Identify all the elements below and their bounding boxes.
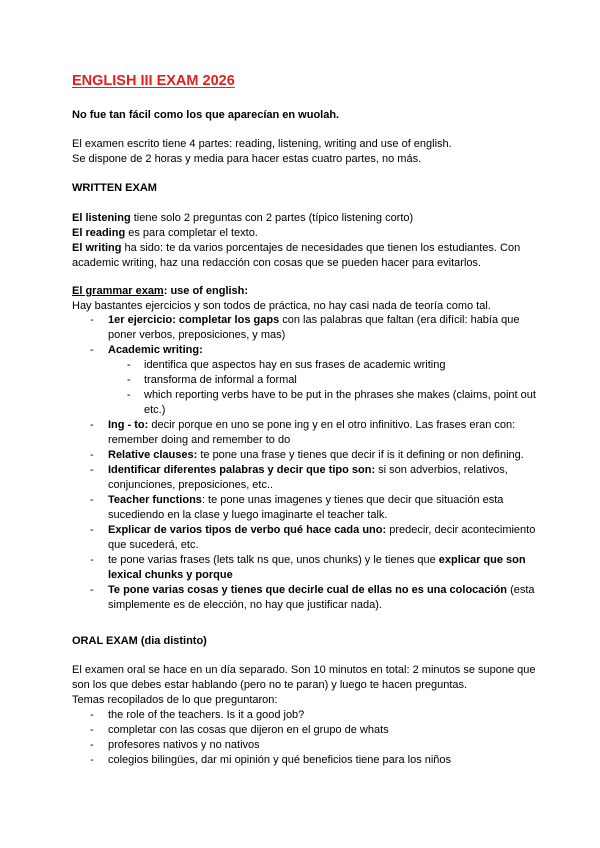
list-item: [72, 583, 538, 613]
item-label: Te pone varias cosas y tienes que decirle cual de ellas no es una colocación: [108, 584, 508, 596]
list-item: [72, 343, 538, 358]
list-item: [72, 553, 538, 583]
reading-label: El reading: [72, 227, 126, 239]
doc-subtitle: No fue tan fácil como los que aparecían en wuolah.: [72, 109, 340, 121]
grammar-list: [72, 313, 538, 613]
listening-line: [72, 211, 538, 226]
list-item: [72, 448, 538, 463]
grammar-heading-rest: : use of english:: [163, 285, 249, 297]
sub-list-item: [72, 358, 538, 373]
writing-label: El writing: [72, 242, 122, 254]
item-text: si son adverbios, relativos, conjunciones, preposiciones, etc..: [108, 464, 508, 491]
written-heading: WRITTEN EXAM: [72, 182, 157, 194]
reading-line: [72, 226, 538, 241]
item-label: 1er ejercicio: completar los gaps: [108, 314, 280, 326]
bullet-dash: -: [90, 344, 94, 356]
bullet-dash: -: [90, 494, 94, 506]
item-label: Academic writing:: [108, 344, 203, 356]
intro-paragraph: [72, 137, 538, 167]
item-text: predecir, decir acontecimiento que sucederá, etc.: [108, 524, 536, 551]
item-text: which reporting verbs have to be put in the phrases she makes (claims, point out etc.): [144, 389, 536, 416]
listening-label: El listening: [72, 212, 131, 224]
grammar-block: [72, 284, 538, 314]
item-text: : te pone unas imagenes y tienes que decir que situación esta sucediendo en la clase y luego imaginarte el teacher talk.: [108, 494, 504, 521]
bullet-dash: -: [90, 449, 94, 461]
list-item: [72, 418, 538, 448]
bullet-dash: -: [127, 389, 131, 401]
writing-line: [72, 241, 538, 271]
oral-desc: El examen oral se hace en un día separado. Son 10 minutos en total: 2 minutos se supone que son los que debes estar hablando (pero no te paran) y luego te hacen preguntas.: [72, 664, 536, 691]
bullet-dash: -: [90, 739, 94, 751]
item-label: Teacher functions: [108, 494, 202, 506]
sub-list-item: [72, 388, 538, 418]
item-text: transforma de informal a formal: [144, 374, 297, 386]
item-text: the role of the teachers. Is it a good job?: [108, 709, 305, 721]
item-text: con las palabras que faltan (era difícil: había que poner verbos, preposiciones, y mas): [108, 314, 520, 341]
bullet-dash: -: [90, 524, 94, 536]
oral-block: [72, 663, 538, 708]
item-text: te pone varias frases (lets talk ns que, unos chunks) y le tienes que: [108, 554, 439, 566]
grammar-heading-underlined: El grammar exam: [72, 285, 164, 297]
bullet-dash: -: [90, 724, 94, 736]
doc-title: ENGLISH III EXAM 2026: [72, 73, 235, 89]
item-text: colegios bilingües, dar mi opinión y qué beneficios tiene para los niños: [108, 754, 452, 766]
bullet-dash: -: [90, 314, 94, 326]
bullet-dash: -: [90, 584, 94, 596]
item-label: explicar que son lexical chunks y porque: [108, 554, 526, 581]
oral-heading: ORAL EXAM (dia distinto): [72, 635, 207, 647]
item-text: completar con las cosas que dijeron en el grupo de whats: [108, 724, 389, 736]
item-text: (esta simplemente es de elección, no hay que justificar nada).: [108, 584, 535, 611]
list-item: [72, 463, 538, 493]
bullet-dash: -: [90, 709, 94, 721]
list-item: [72, 723, 538, 738]
list-item: [72, 313, 538, 343]
item-label: Identificar diferentes palabras y decir que tipo son:: [108, 464, 376, 476]
item-label: Relative clauses:: [108, 449, 198, 461]
reading-text: es para completar el texto.: [125, 227, 258, 239]
item-label: Ing - to:: [108, 419, 149, 431]
written-parts: [72, 211, 538, 271]
oral-temas: Temas recopilados de lo que preguntaron:: [72, 694, 278, 706]
item-label: Explicar de varios tipos de verbo qué hace cada uno:: [108, 524, 387, 536]
list-item: [72, 708, 538, 723]
list-item: [72, 738, 538, 753]
item-text: identifica que aspectos hay en sus frases de academic writing: [144, 359, 446, 371]
intro-line: Se dispone de 2 horas y media para hacer estas cuatro partes, no más.: [72, 153, 422, 165]
writing-text: ha sido: te da varios porcentajes de necesidades que tienen los estudiantes. Con academic writing, haz una redacción con cosas que se pueden hacer para evitarlos.: [72, 242, 521, 269]
item-text: decir porque en uno se pone ing y en el otro infinitivo. Las frases eran con: remember doing and remember to do: [108, 419, 516, 446]
bullet-dash: -: [90, 464, 94, 476]
item-text: te pone una frase y tienes que decir if is it defining or non defining.: [197, 449, 524, 461]
bullet-dash: -: [90, 419, 94, 431]
list-item: [72, 493, 538, 523]
sub-list-item: [72, 373, 538, 388]
bullet-dash: -: [127, 359, 131, 371]
grammar-desc: Hay bastantes ejercicios y son todos de práctica, no hay casi nada de teoría como tal.: [72, 300, 491, 312]
bullet-dash: -: [127, 374, 131, 386]
bullet-dash: -: [90, 754, 94, 766]
oral-list: [72, 708, 538, 768]
bullet-dash: -: [90, 554, 94, 566]
item-text: profesores nativos y no nativos: [108, 739, 260, 751]
grammar-heading: [72, 284, 538, 299]
listening-text: tiene solo 2 preguntas con 2 partes (típico listening corto): [130, 212, 414, 224]
list-item: [72, 523, 538, 553]
list-item: [72, 753, 538, 768]
intro-line: El examen escrito tiene 4 partes: reading, listening, writing and use of english.: [72, 138, 452, 150]
